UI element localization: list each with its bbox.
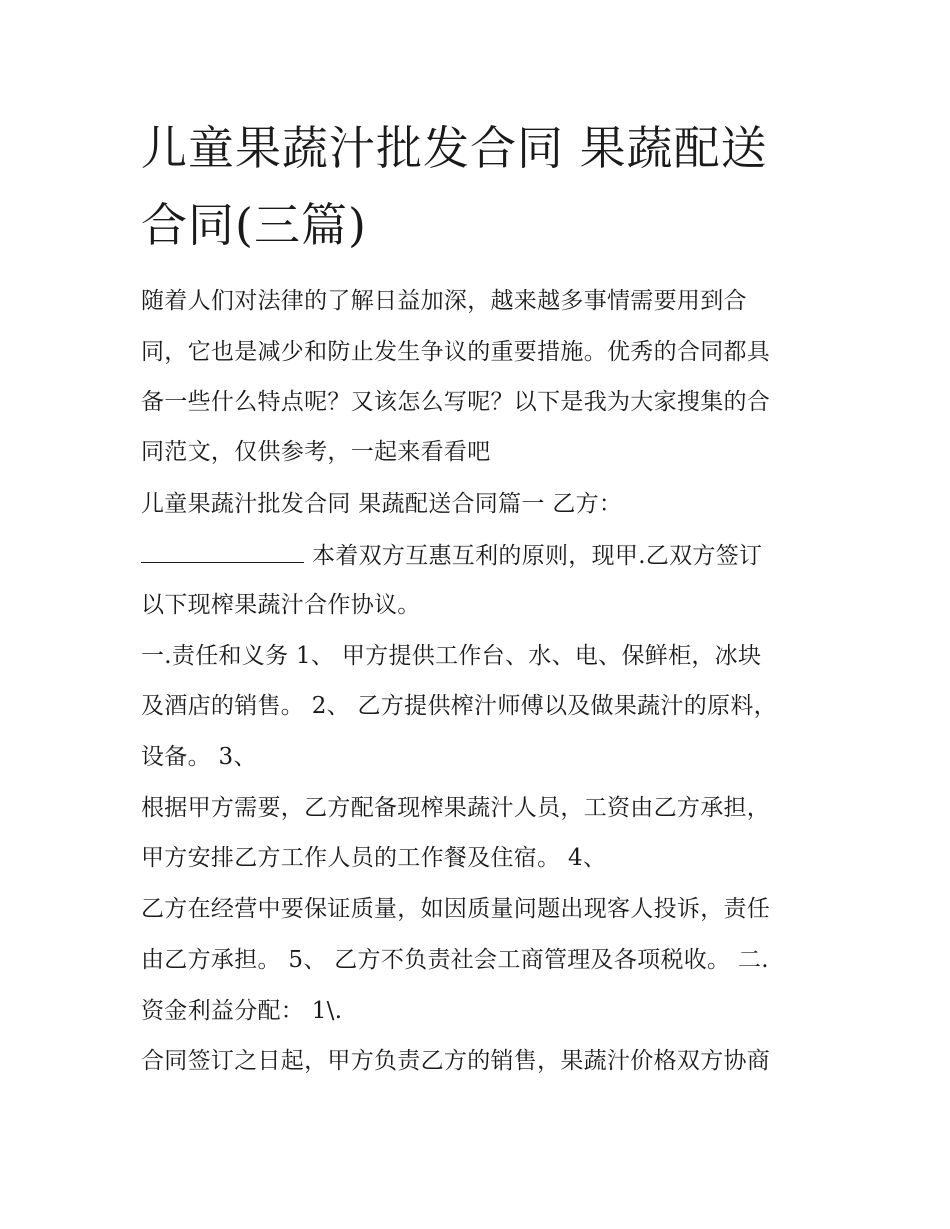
body-line-12: 甲方安排乙方工作人员的工作餐及住宿。 4、 (141, 845, 607, 871)
body-line-16: 合同签订之日起，甲方负责乙方的销售，果蔬汁价格双方协商 (141, 1048, 771, 1074)
body-line-15: 资金利益分配： 1\. (141, 998, 343, 1024)
body-line-11: 根据甲方需要，乙方配备现榨果蔬汁人员，工资由乙方承担， (141, 795, 771, 821)
body-line-14: 由乙方承担。 5、 乙方不负责社会工商管理及各项税收。 二. (141, 947, 769, 973)
body-line-6 (141, 540, 762, 571)
body-line-13: 乙方在经营中要保证质量，如因质量问题出现客人投诉，责任 (141, 896, 771, 922)
body-line-7: 以下现榨果蔬汁合作协议。 (141, 592, 421, 618)
body-line-8: 一.责任和义务 1、 甲方提供工作台、水、电、保鲜柜，冰块 (141, 643, 762, 669)
document-title-line-2: 合同(三篇) (141, 198, 367, 252)
body-line-4: 同范文，仅供参考，一起来看看吧 (141, 439, 491, 465)
body-line-9: 及酒店的销售。 2、 乙方提供榨汁师傅以及做果蔬汁的原料， (141, 693, 777, 719)
body-line-10: 设备。 3、 (141, 744, 257, 770)
signature-blank-line (141, 540, 304, 563)
body-line-5: 儿童果蔬汁批发合同 果蔬配送合同篇一 乙方： (141, 491, 623, 517)
body-line-1: 随着人们对法律的了解日益加深，越来越多事情需要用到合 (141, 288, 747, 314)
body-line-6-text: 本着双方互惠互利的原则，现甲.乙双方签订 (312, 543, 763, 569)
body-line-3: 备一些什么特点呢？又该怎么写呢？以下是我为大家搜集的合 (141, 389, 771, 415)
body-line-2: 同，它也是减少和防止发生争议的重要措施。优秀的合同都具 (141, 339, 771, 365)
document-title-line-1: 儿童果蔬汁批发合同 果蔬配送 (141, 121, 768, 175)
